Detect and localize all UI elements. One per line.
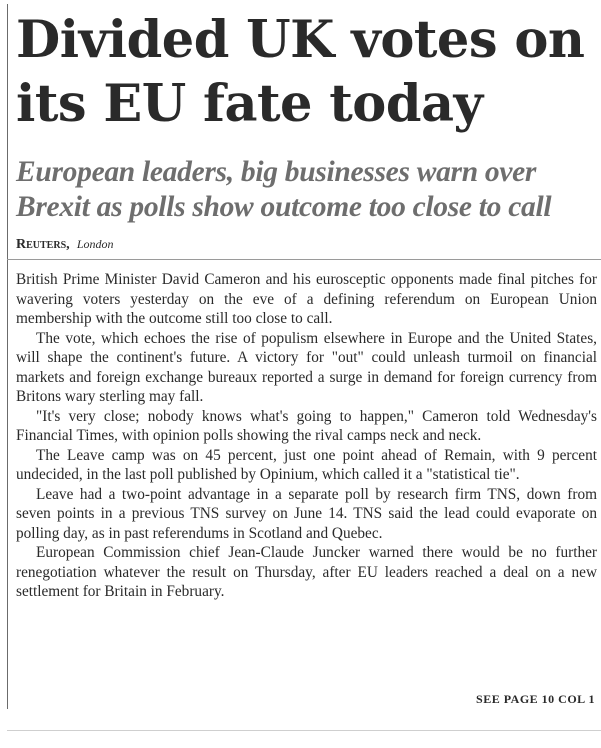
article-body bbox=[16, 270, 597, 602]
byline bbox=[16, 236, 114, 253]
continuation-jump-line: SEE PAGE 10 COL 1 bbox=[476, 692, 595, 706]
byline-location: London bbox=[76, 237, 114, 251]
subheadline: European leaders, big businesses warn over Brexit as polls show outcome too close to call bbox=[16, 156, 552, 223]
paragraph: The Leave camp was on 45 percent, just one point ahead of Remain, with 9 percent undecided, in the last poll published by Opinium, which called it a "statistical tie". bbox=[16, 446, 597, 483]
paragraph: The vote, which echoes the rise of populism elsewhere in Europe and the United States, will shape the continent's future. A victory for "out" could unleash turmoil on financial markets and foreign exchange bureaux reported a surge in demand for foreign currency from Britons wary sterling may fall. bbox=[16, 329, 597, 405]
page-bottom-rule bbox=[7, 730, 601, 731]
paragraph: "It's very close; nobody knows what's going to happen," Cameron told Wednesday's Financial Times, with opinion polls showing the rival camps neck and neck. bbox=[16, 407, 597, 444]
paragraph: British Prime Minister David Cameron and his eurosceptic opponents made final pitches for wavering voters yesterday on the eve of a defining referendum on European Union membership with the outcome still too close to call. bbox=[16, 271, 597, 327]
byline-agency: Reuters, bbox=[16, 237, 70, 252]
byline-divider bbox=[7, 259, 601, 260]
paragraph: Leave had a two-point advantage in a separate poll by research firm TNS, down from seven points in a previous TNS survey on June 14. TNS said the lead could evaporate on polling day, as in past referendums in Scotland and Quebec. bbox=[16, 485, 597, 542]
paragraph: European Commission chief Jean-Claude Juncker warned there would be no further renegotiation whatever the result on Thursday, after EU leaders reached a deal on a new settlement for Britain in February. bbox=[16, 544, 597, 600]
headline: Divided UK votes on its EU fate today bbox=[16, 10, 585, 134]
column-rule-left bbox=[7, 4, 8, 709]
